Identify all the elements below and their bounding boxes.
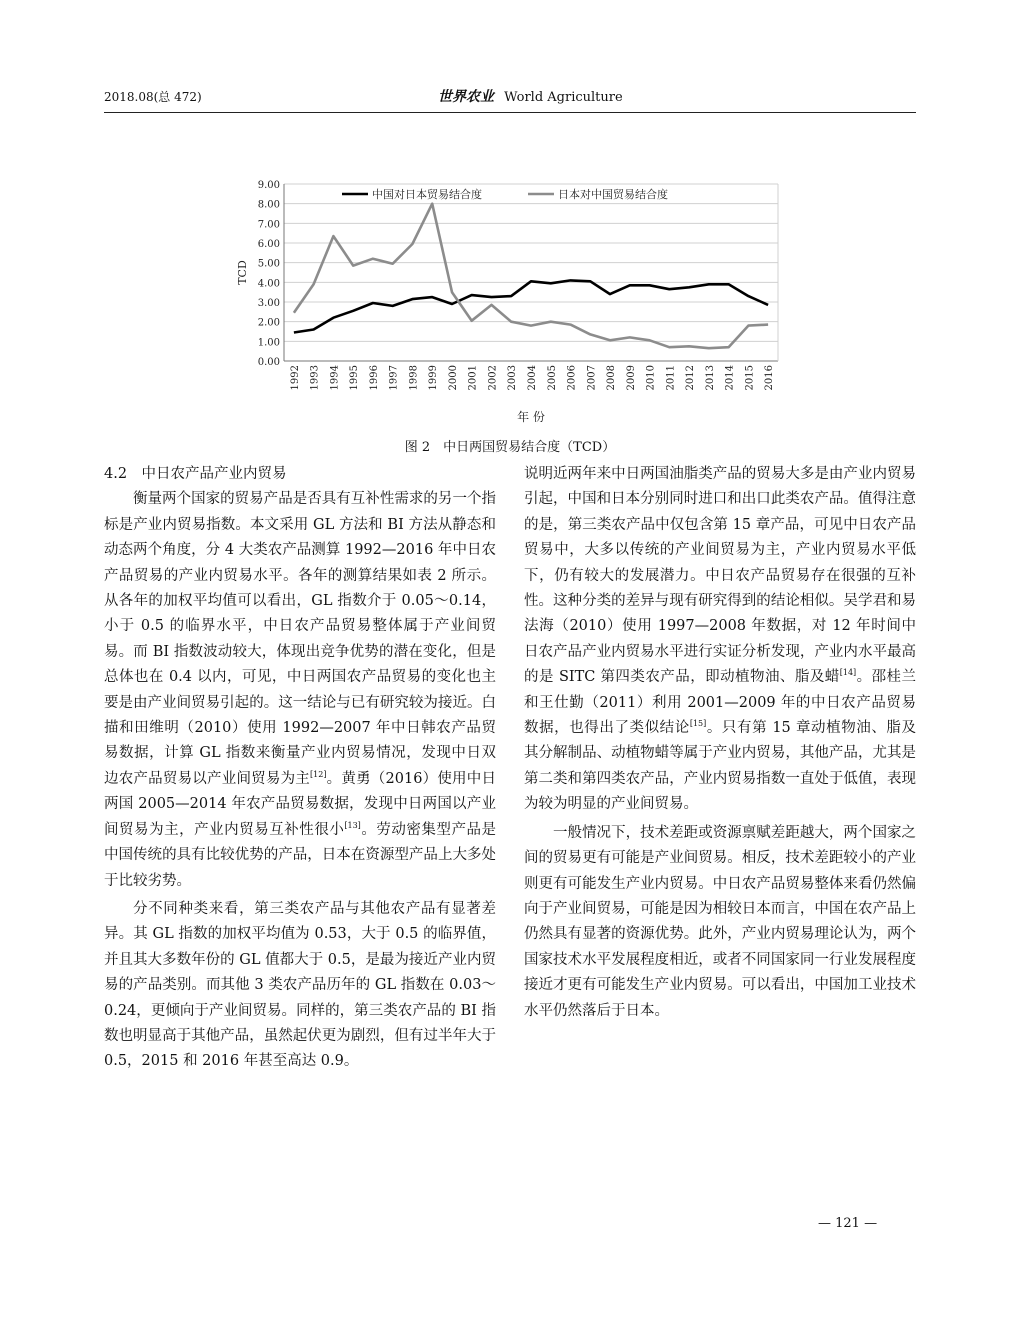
x-tick-label: 2003 <box>507 365 519 391</box>
x-tick-label: 2000 <box>447 365 459 391</box>
tcd-line-chart <box>230 176 790 432</box>
x-tick-label: 2006 <box>566 365 578 391</box>
x-tick-label: 2010 <box>645 365 657 391</box>
y-tick-label: 4.00 <box>257 278 280 290</box>
y-tick-label: 6.00 <box>257 239 280 250</box>
legend-label-1: 中国对日本贸易结合度 <box>372 188 482 201</box>
x-tick-label: 1995 <box>349 365 361 391</box>
figure-caption: 图 2 中日两国贸易结合度（TCD） <box>404 440 616 455</box>
paragraph: 一般情况下，技术差距或资源禀赋差距越大，两个国家之间的贸易更有可能是产业间贸易。相反，技术差距较小的产业则更有可能发生产业内贸易。中日农产品贸易整体来看仍然偏向于产业间贸易，可能是因为相较日本而言，中国在农产品上仍然具有显著的资源优势。此外，产业内贸易理论认为，两个国家技术水平发展程度相近，或者不同国家同一行业发展程度接近才更有可能发生产业内贸易。可以看出，中国加工业技术水平仍然落后于日本。 <box>524 824 916 1019</box>
journal-header <box>438 86 623 106</box>
citation: [12] <box>310 770 327 780</box>
y-tick-label: 7.00 <box>257 219 280 231</box>
right-column <box>524 462 916 1024</box>
x-tick-label: 1997 <box>388 365 400 391</box>
series-line-2 <box>294 204 768 349</box>
legend-label-2: 日本对中国贸易结合度 <box>558 188 668 201</box>
x-tick-label: 2008 <box>606 365 618 391</box>
y-tick-label: 0.00 <box>257 357 280 368</box>
x-tick-label: 2016 <box>764 365 776 391</box>
paragraph: 衡量两个国家的贸易产品是否具有互补性需求的另一个指标是产业内贸易指数。本文采用 GL 方法和 BI 方法从静态和动态两个角度，分 4 大类农产品测算 1992—2016 年中日农产品贸易的产业内贸易水平。各年的测算结果如表 2 所示。从各年的加权平均值可以看出，GL 指数介于 0.05～0.14，小于 0.5 的临界水平，中日农产品贸易整体属于产业间贸易。而 BI 指数波动较大，体现出竞争优势的潜在变化，但是总体也在 0.4 以内，可见，中日两国农产品贸易的变化也主要是由产业间贸易引起的。这一结论与已有研究较为接近。白描和田维明（2010）使用 1992—2007 年中日韩农产品贸易数据，计算 GL 指数来衡量产业内贸易情况，发现中日双边农产品贸易以产业间贸易为主[12]。黄勇（2016）使用中日两国 2005—2014 年农产品贸易数据，发现中日两国以产业间贸易为主，产业内贸易互补性很小[13]。劳动密集型产品是中国传统的具有比较优势的产品，日本在资源型产品上大多处于比较劣势。 <box>104 491 497 889</box>
x-tick-label: 2002 <box>487 365 499 391</box>
y-tick-label: 2.00 <box>257 317 280 329</box>
left-column <box>104 462 496 1075</box>
y-tick-label: 8.00 <box>257 199 280 211</box>
y-axis-label: TCD <box>236 260 249 285</box>
paragraph: 说明近两年来中日两国油脂类产品的贸易大多是由产业内贸易引起，中国和日本分别同时进口和出口此类农产品。值得注意的是，第三类农产品中仅包含第 15 章产品，可见中日农产品贸易中，大多以传统的产业间贸易为主，产业内贸易水平低下，仍有较大的发展潜力。中日农产品贸易存在很强的互补性。这种分类的差异与现有研究得到的结论相似。吴学君和易法海（2010）使用 1997—2008 年数据，对 12 年时间中日农产品产业内贸易水平进行实证分析发现，产业内水平最高的是 SITC 第四类农产品，即动植物油、脂及蜡[14]。邵桂兰和王仕勤（2011）利用 2001—2009 年的中日农产品贸易数据，也得出了类似结论[15]。只有第 15 章动植物油、脂及其分解制品、动植物蜡等属于产业内贸易，其他产品，尤其是第二类和第四类农产品，产业内贸易指数一直处于低值，表现为较为明显的产业间贸易。 <box>524 466 917 813</box>
journal-name: World Agriculture <box>504 90 623 105</box>
x-tick-label: 2009 <box>625 365 637 391</box>
x-tick-label: 2014 <box>724 365 736 391</box>
x-tick-label: 2012 <box>685 365 697 391</box>
y-tick-label: 9.00 <box>257 180 280 191</box>
x-tick-label: 2005 <box>546 365 558 391</box>
page-number: — 121 — <box>818 1216 878 1231</box>
citation: [13] <box>344 820 361 830</box>
section-heading: 4.2 中日农产品产业内贸易 <box>104 466 287 482</box>
x-tick-label: 2015 <box>744 365 756 391</box>
x-tick-label: 2011 <box>665 365 677 391</box>
issue-label: 2018.08(总 472) <box>104 90 202 104</box>
x-axis-label: 年 份 <box>517 410 545 424</box>
x-tick-label: 1994 <box>329 365 341 391</box>
citation: [15] <box>689 719 707 729</box>
x-tick-label: 1992 <box>289 365 301 391</box>
x-tick-label: 1998 <box>408 365 420 391</box>
x-tick-label: 2013 <box>704 365 716 391</box>
y-tick-label: 3.00 <box>257 298 280 309</box>
x-tick-label: 2001 <box>467 365 479 391</box>
paragraph: 分不同种类来看，第三类农产品与其他农产品有显著差异。其 GL 指数的加权平均值为 0.53，大于 0.5 的临界值，并且其大多数年份的 GL 值都大于 0.5，是最为接近产业内贸易的产品类别。而其他 3 类农产品历年的 GL 指数在 0.03～0.24，更倾向于产业间贸易。同样的，第三类农产品的 BI 指数也明显高于其他产品，虽然起伏更为剧烈，但有过半年大于 0.5，2015 和 2016 年甚至高达 0.9。 <box>104 900 496 1070</box>
x-tick-label: 2007 <box>586 365 598 391</box>
y-tick-label: 5.00 <box>257 258 280 270</box>
citation: [14] <box>839 668 857 678</box>
x-tick-label: 1996 <box>368 365 380 391</box>
x-tick-label: 2004 <box>527 365 538 391</box>
x-tick-label: 1999 <box>428 365 440 391</box>
x-tick-label: 1993 <box>309 365 321 391</box>
header-rule <box>104 112 916 113</box>
y-tick-label: 1.00 <box>257 337 280 349</box>
journal-logo: 世界农业 <box>438 89 494 105</box>
